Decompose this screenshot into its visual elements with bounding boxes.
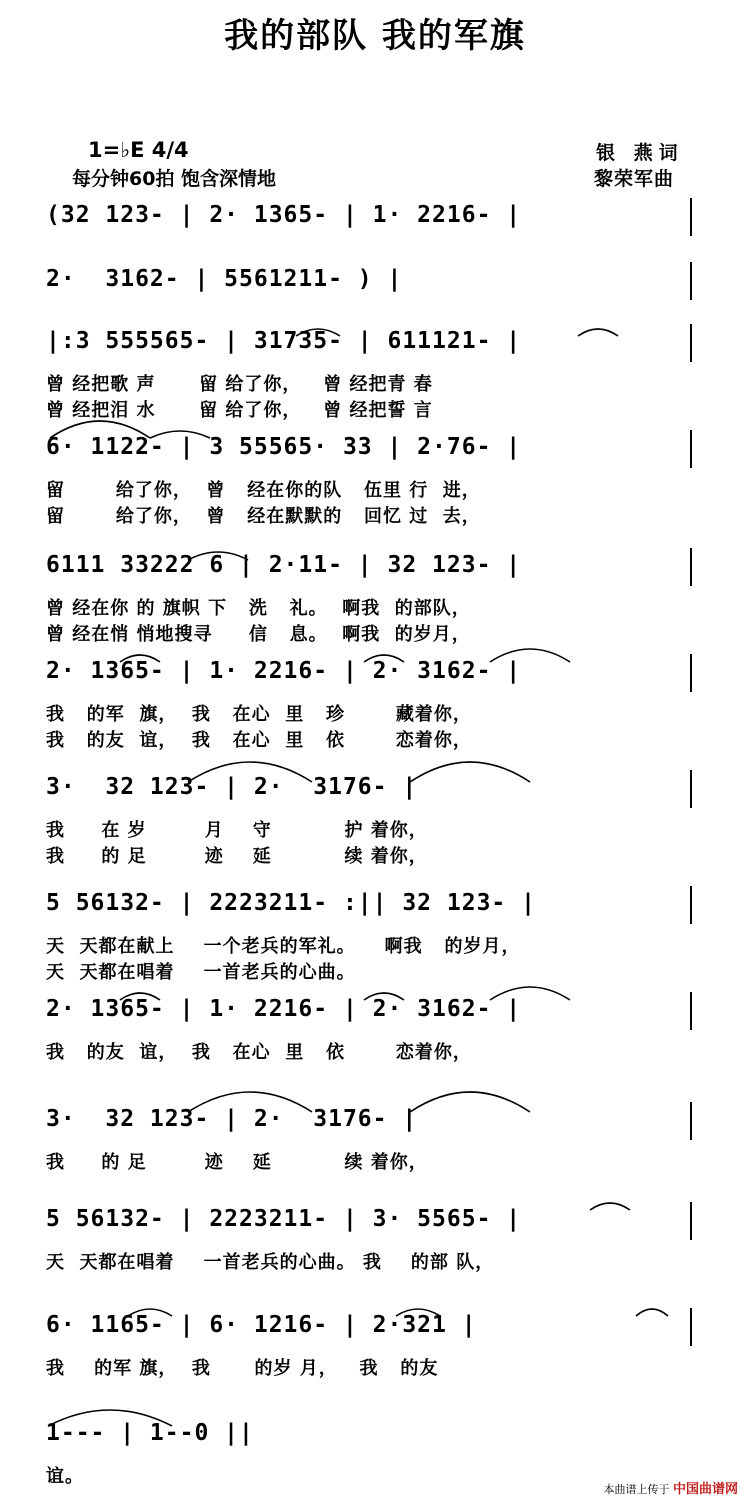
staff-row (0, 884, 750, 983)
lyric-line: 谊。 (46, 1466, 84, 1487)
barline (690, 548, 692, 586)
notation-line: 3· 32 123- | 2· 3176- | (46, 1106, 418, 1132)
notation-line: 6111 33222 6 | 2·11- | 32 123- | (46, 552, 522, 578)
notation-line: 5 56132- | 2223211- | 3· 5565- | (46, 1206, 522, 1232)
lyric-line: 天 天都在献上 一个老兵的军礼。 啊我 的岁月， (46, 936, 521, 957)
barline (690, 262, 692, 300)
barline (690, 198, 692, 236)
lyric-line: 天 天都在唱着 一首老兵的心曲。 (46, 962, 356, 983)
lyric-line: 我 的友 谊， 我 在心 里 依 恋着你， (46, 730, 472, 751)
site-logo[interactable]: 中国曲谱网 (672, 1482, 738, 1497)
notation-line: 2· 3162- | 5561211- ) | (46, 266, 403, 292)
notation-line: 2· 1365- | 1· 2216- | 2· 3162- | (46, 996, 522, 1022)
staff-row (0, 428, 750, 527)
tempo-marking: 每分钟60拍 饱含深情地 (72, 168, 277, 190)
lyric-line: 我 的军 旗， 我 的岁 月， 我 的友 (46, 1358, 439, 1379)
song-title: 我的部队 我的军旗 (224, 16, 526, 56)
barline (690, 430, 692, 468)
barline (690, 1102, 692, 1140)
footer (603, 1478, 738, 1497)
notation-line: 2· 1365- | 1· 2216- | 2· 3162- | (46, 658, 522, 684)
lyric-line: 曾 经把泪 水 留 给了你， 曾 经把誓 言 (46, 400, 433, 421)
notation-line: 6· 1122- | 3 55565· 33 | 2·76- | (46, 434, 522, 460)
footer-uploaded: 本曲谱上传于 (603, 1483, 670, 1496)
notation-line: 1--- | 1--0 || (46, 1420, 254, 1446)
barline (690, 770, 692, 808)
barline (690, 654, 692, 692)
lyric-line: 我 的友 谊， 我 在心 里 依 恋着你， (46, 1042, 472, 1063)
notation-line: 3· 32 123- | 2· 3176- | (46, 774, 418, 800)
staff-row (0, 546, 750, 645)
staff-row (0, 196, 750, 240)
lyric-line: 我 的 足 迹 延 续 着你， (46, 1152, 428, 1173)
notation-line: |:3 555565- | 31735- | 611121- | (46, 328, 522, 354)
lyric-line: 曾 经在你 的 旗帜 下 洗 礼。 啊我 的部队， (46, 598, 471, 619)
lyricist-credit: 银 燕词 (596, 142, 684, 164)
staff-row (0, 652, 750, 751)
lyric-line: 我 在 岁 月 守 护 着你， (46, 820, 428, 841)
staff-row (0, 1414, 750, 1487)
staff-row (0, 1200, 750, 1273)
lyric-line: 留 给了你， 曾 经在你的队 伍里 行 进， (46, 480, 481, 501)
barline (690, 886, 692, 924)
lyric-line: 天 天都在唱着 一首老兵的心曲。 我 的部 队， (46, 1252, 495, 1273)
staff-row (0, 260, 750, 304)
barline (690, 324, 692, 362)
lyric-line: 曾 经在悄 悄地搜寻 信 息。 啊我 的岁月， (46, 624, 471, 645)
barline (690, 992, 692, 1030)
composer-credit: 黎荣军曲 (594, 168, 675, 190)
barline (690, 1308, 692, 1346)
staff-row (0, 768, 750, 867)
lyric-line: 曾 经把歌 声 留 给了你， 曾 经把青 春 (46, 374, 433, 395)
lyric-line: 我 的 足 迹 延 续 着你， (46, 846, 428, 867)
staff-row (0, 322, 750, 421)
notation-line: (32 123- | 2· 1365- | 1· 2216- | (46, 202, 522, 228)
staff-row (0, 990, 750, 1063)
staff-row (0, 1100, 750, 1173)
staff-row (0, 1306, 750, 1379)
lyric-line: 我 的军 旗， 我 在心 里 珍 藏着你， (46, 704, 472, 725)
barline (690, 1202, 692, 1240)
notation-line: 5 56132- | 2223211- :|| 32 123- | (46, 890, 536, 916)
notation-line: 6· 1165- | 6· 1216- | 2·321 | (46, 1312, 477, 1338)
lyric-line: 留 给了你， 曾 经在默默的 回忆 过 去， (46, 506, 481, 527)
key-signature: 1=♭E 4/4 (88, 138, 189, 162)
